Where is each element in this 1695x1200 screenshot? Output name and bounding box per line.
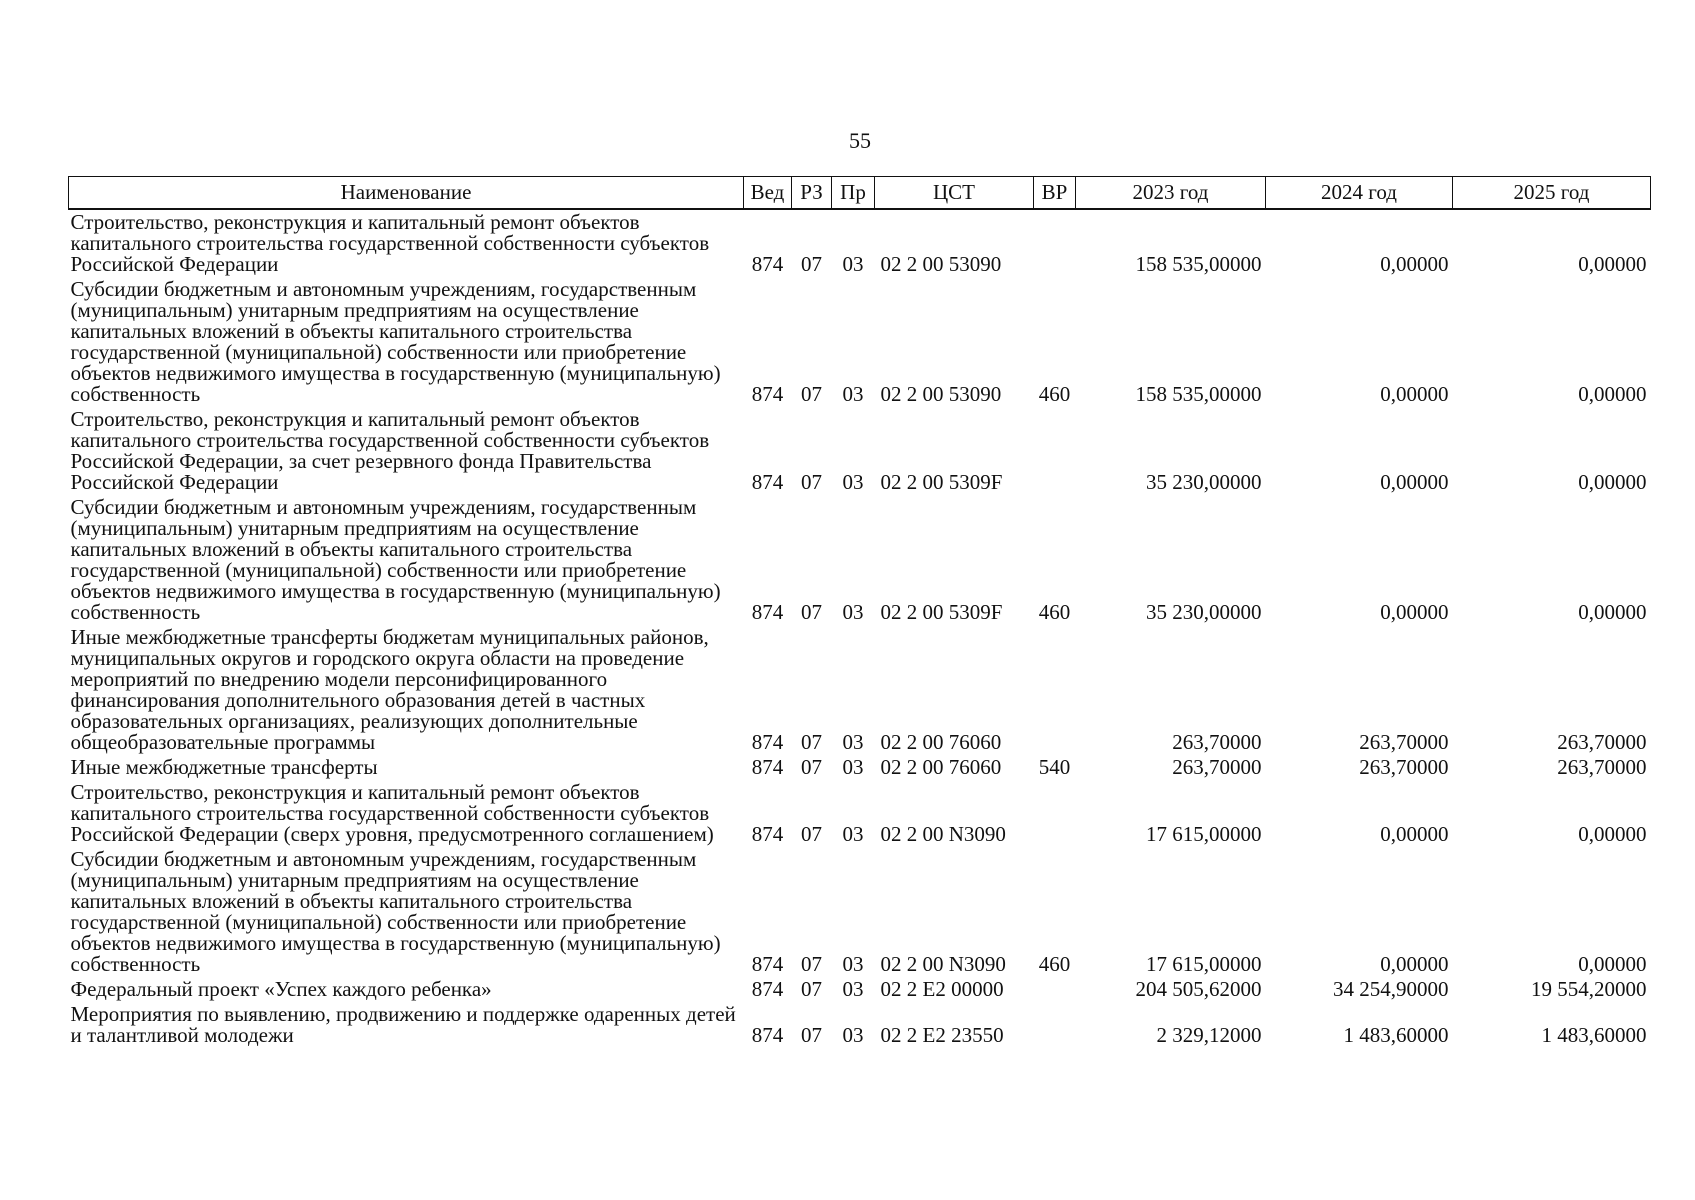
row-name: Субсидии бюджетным и автономным учреждениям, государственным (муниципальным) унитарным предприятиям на осуществление капитальных вложений в объекты капитального строительства государственной (муниципальной) собственности или приобретение объектов недвижимого имущества в государственную (муниципальную) собственность (70, 277, 721, 406)
row-cst: 02 2 00 5309F (880, 600, 1003, 624)
table-row (69, 209, 1651, 277)
row-rz: 07 (801, 252, 822, 276)
row-pr: 03 (842, 252, 864, 276)
row-2024: 0,00000 (1380, 252, 1449, 276)
row-pr: 03 (842, 952, 864, 976)
row-rz: 07 (801, 470, 822, 494)
header-pr: Пр (832, 177, 875, 210)
row-ved: 874 (751, 755, 784, 779)
row-name: Субсидии бюджетным и автономным учреждениям, государственным (муниципальным) унитарным предприятиям на осуществление капитальных вложений в объекты капитального строительства государственной (муниципальной) собственности или приобретение объектов недвижимого имущества в государственную (муниципальную) собственность (70, 847, 721, 976)
row-name: Строительство, реконструкция и капитальный ремонт объектов капитального строительства государственной собственности субъектов Российской Федерации (сверх уровня, предусмотренного соглашением) (70, 780, 714, 846)
row-2025: 19 554,20000 (1531, 977, 1647, 1001)
row-2024: 34 254,90000 (1333, 977, 1449, 1001)
row-2025: 0,00000 (1578, 600, 1647, 624)
table-row (69, 977, 1651, 1002)
row-cst: 02 2 00 53090 (880, 252, 1002, 276)
row-vr (1034, 209, 1076, 277)
row-2024: 0,00000 (1380, 382, 1449, 406)
row-2025: 263,70000 (1557, 730, 1647, 754)
row-pr: 03 (842, 755, 864, 779)
row-vr (1034, 407, 1076, 495)
row-name: Федеральный проект «Успех каждого ребенка» (70, 977, 492, 1001)
table-row (69, 277, 1651, 407)
header-2023: 2023 год (1076, 177, 1266, 210)
budget-table (68, 176, 1651, 1048)
row-ved: 874 (751, 252, 784, 276)
row-rz: 07 (801, 755, 822, 779)
table-body (69, 209, 1651, 1048)
row-ved: 874 (751, 1023, 784, 1047)
table-row (69, 755, 1651, 780)
row-cst: 02 2 00 53090 (880, 382, 1002, 406)
row-name: Строительство, реконструкция и капитальный ремонт объектов капитального строительства государственной собственности субъектов Российской Федерации (70, 210, 710, 276)
table-row (69, 1002, 1651, 1048)
header-cst: ЦСТ (875, 177, 1034, 210)
row-rz: 07 (801, 730, 822, 754)
row-rz: 07 (801, 1023, 822, 1047)
row-cst: 02 2 00 N3090 (880, 952, 1006, 976)
header-ved: Вед (744, 177, 792, 210)
row-ved: 874 (751, 952, 784, 976)
row-2023: 2 329,12000 (1156, 1023, 1262, 1047)
row-2025: 0,00000 (1578, 822, 1647, 846)
row-2024: 0,00000 (1380, 470, 1449, 494)
table-header (69, 177, 1651, 210)
row-ved: 874 (751, 822, 784, 846)
row-ved: 874 (751, 600, 784, 624)
row-2024: 0,00000 (1380, 822, 1449, 846)
row-pr: 03 (842, 1023, 864, 1047)
row-2023: 35 230,00000 (1146, 470, 1262, 494)
row-2024: 263,70000 (1359, 730, 1449, 754)
page-number: 55 (849, 128, 871, 153)
row-2024: 0,00000 (1380, 952, 1449, 976)
row-name: Строительство, реконструкция и капитальный ремонт объектов капитального строительства государственной собственности субъектов Российской Федерации, за счет резервного фонда Правительства Российской Федерации (70, 407, 710, 494)
table-row (69, 407, 1651, 495)
row-vr: 460 (1038, 600, 1071, 624)
row-2023: 17 615,00000 (1146, 952, 1262, 976)
row-rz: 07 (801, 382, 822, 406)
row-2023: 35 230,00000 (1146, 600, 1262, 624)
row-vr: 540 (1038, 755, 1071, 779)
row-vr: 460 (1038, 952, 1071, 976)
header-rz: РЗ (792, 177, 832, 210)
table-row (69, 625, 1651, 755)
row-2023: 263,70000 (1172, 755, 1262, 779)
table-row (69, 495, 1651, 625)
row-rz: 07 (801, 977, 822, 1001)
row-2023: 263,70000 (1172, 730, 1262, 754)
row-vr (1034, 625, 1076, 755)
row-2025: 0,00000 (1578, 470, 1647, 494)
row-vr (1034, 1002, 1076, 1048)
row-cst: 02 2 E2 23550 (880, 1023, 1004, 1047)
row-2023: 158 535,00000 (1135, 382, 1262, 406)
row-2024: 263,70000 (1359, 755, 1449, 779)
row-pr: 03 (842, 600, 864, 624)
row-ved: 874 (751, 977, 784, 1001)
row-cst: 02 2 00 5309F (880, 470, 1003, 494)
table-row (69, 847, 1651, 977)
row-pr: 03 (842, 730, 864, 754)
row-vr (1034, 780, 1076, 847)
row-pr: 03 (842, 977, 864, 1001)
row-cst: 02 2 E2 00000 (880, 977, 1004, 1001)
header-2025: 2025 год (1453, 177, 1651, 210)
header-name: Наименование (69, 177, 744, 210)
row-2025: 263,70000 (1557, 755, 1647, 779)
row-vr (1034, 977, 1076, 1002)
row-name: Субсидии бюджетным и автономным учреждениям, государственным (муниципальным) унитарным предприятиям на осуществление капитальных вложений в объекты капитального строительства государственной (муниципальной) собственности или приобретение объектов недвижимого имущества в государственную (муниципальную) собственность (70, 495, 721, 624)
row-cst: 02 2 00 76060 (880, 755, 1002, 779)
row-name: Иные межбюджетные трансферты (70, 755, 378, 779)
row-rz: 07 (801, 600, 822, 624)
row-pr: 03 (842, 470, 864, 494)
row-2025: 0,00000 (1578, 382, 1647, 406)
row-2023: 204 505,62000 (1135, 977, 1262, 1001)
row-2025: 0,00000 (1578, 252, 1647, 276)
header-2024: 2024 год (1266, 177, 1453, 210)
row-2023: 158 535,00000 (1135, 252, 1262, 276)
row-2025: 1 483,60000 (1541, 1023, 1647, 1047)
table-row (69, 780, 1651, 847)
row-rz: 07 (801, 822, 822, 846)
row-ved: 874 (751, 382, 784, 406)
row-name: Иные межбюджетные трансферты бюджетам муниципальных районов, муниципальных округов и городского округа области на проведение мероприятий по внедрению модели персонифицированного финансирования дополнительного образования детей в частных образовательных организациях, реализующих дополнительные общеобразовательные программы (70, 625, 709, 754)
header-vr: ВР (1034, 177, 1076, 210)
row-2024: 0,00000 (1380, 600, 1449, 624)
row-2025: 0,00000 (1578, 952, 1647, 976)
row-ved: 874 (751, 470, 784, 494)
row-name: Мероприятия по выявлению, продвижению и поддержке одаренных детей и талантливой молодежи (70, 1002, 736, 1047)
row-2024: 1 483,60000 (1343, 1023, 1449, 1047)
row-cst: 02 2 00 76060 (880, 730, 1002, 754)
row-ved: 874 (751, 730, 784, 754)
row-cst: 02 2 00 N3090 (880, 822, 1006, 846)
row-pr: 03 (842, 382, 864, 406)
row-rz: 07 (801, 952, 822, 976)
row-2023: 17 615,00000 (1146, 822, 1262, 846)
row-vr: 460 (1038, 382, 1071, 406)
row-pr: 03 (842, 822, 864, 846)
